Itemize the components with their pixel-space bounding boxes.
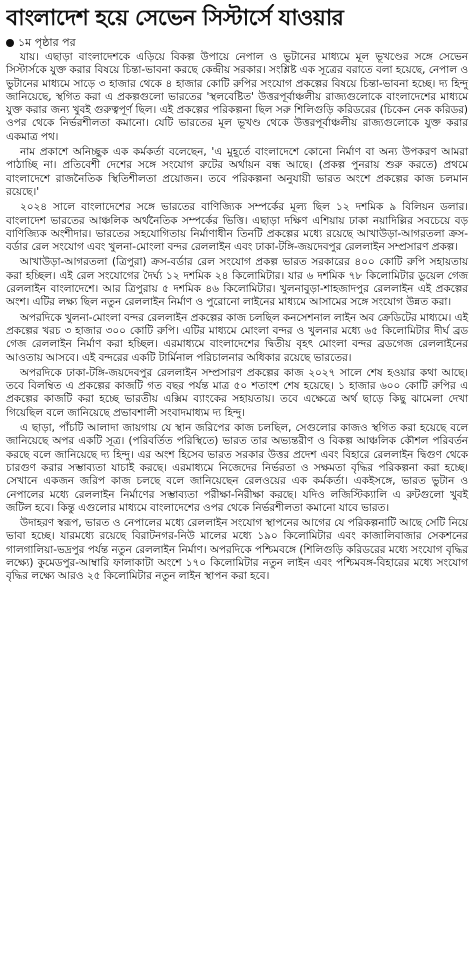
continuation-label — [6, 36, 468, 50]
bullet-icon — [6, 39, 14, 47]
paragraph-3: ২০২৪ সালে বাংলাদেশের সঙ্গে ভারতের বাণিজ্যিক সম্পর্কের মূল্য ছিল ১২ দশমিক ৯ বিলিয়ন ডলার। বাংলাদেশ ভারতের আঞ্চলিক অর্থনৈতিক সম্পর্কের ভিত্তি। এছাড়া দক্ষিণ এশিয়ায় ঢাকা নয়াদিল্লির সবচেয়ে বড় বাণিজ্যিক অংশীদার। ভারতের সহযোগিতায় নির্মাণাধীন তিনটি প্রকল্পের মধ্যে রয়েছে আখাউড়া-আগরতলা ক্রস-বর্ডার রেল সংযোগ এবং খুলনা-মোংলা বন্দর রেললাইন এবং ঢাকা-টঙ্গি-জয়দেবপুর রেললাইন সম্প্রসারণ প্রকল্প। — [6, 201, 468, 254]
paragraph-7: এ ছাড়া, পাঁচটি আলাদা জায়গায় যে স্থান জরিপের কাজ চলছিল, সেগুলোর কাজও স্থগিত করা হয়েছে বলে জানিয়েছে অপর একটি সূত্র। (পরিবর্তিত পরিস্থিতে) ভারত তার অভ্যন্তরীণ ও বিকল্প আঞ্চলিক কৌশল পরিবর্তন করছে বলে জানিয়েছে দ্য হিন্দু। এর অংশ হিসেব ভারত সরকার উত্তর প্রদেশ এবং বিহারে রেললাইন দ্বিগুণ থেকে চারগুণ করার সম্ভাব্যতা যাচাই করছে। এরমাধ্যমে নিজেদের নির্ভরতা ও সক্ষমতা বৃদ্ধির পরিকল্পনা করা হচ্ছে। সেখানে একজন জরিপ কাজ চলছে বলে জানিয়েছেন রেলওয়ের এক কর্মকর্তা। একইসঙ্গে, ভারত ভুটান ও নেপালের মধ্যে রেললাইন নির্মাণের সম্ভাব্যতা পরীক্ষা-নিরীক্ষা করছে। যদিও লজিস্টিক্যালি এ রুটগুলো খুবই জটিল হবে। কিন্তু এগুলোর মাধ্যমে বাংলাদেশের ওপর থেকে নির্ভরশীলতা কমানো যাবে ভারত। — [6, 422, 468, 514]
paragraph-1: যায়। এছাড়া বাংলাদেশকে এড়িয়ে বিকল্প উপায়ে নেপাল ও ভুটানের মাধ্যমে মূল ভূখণ্ডের সঙ্গে সেভেন সিস্টার্সকে যুক্ত করার বিষয়ে চিন্তা-ভাবনা করছে কেন্দ্রীয় সরকার। সংশ্লিষ্ট এক সূত্রের বরাতে বলা হয়েছে, নেপাল ও ভুটানের মাধ্যমে সাড়ে ৩ হাজার থেকে ৪ হাজার কোটি রুপির সংযোগ প্রকল্পের বিষয়ে চিন্তা-ভাবনা হচ্ছে। দ্য হিন্দু জানিয়েছে, স্থগিত করা এ প্রকল্পগুলো ভারতের 'স্থলবেষ্টিত' উত্তরপূর্বাঞ্চলীয় রাজ্যগুলোকে বাংলাদেশের মাধ্যমে যুক্ত করার জন্য খুবই গুরুত্বপূর্ণ ছিল। এই প্রকল্পের পরিকল্পনা ছিল সরু শিলিগুড়ি করিডরের (চিকেন নেক করিডর) ওপর থেকে নির্ভরশীলতা কমানো। যেটি ভারতের মূল ভূখণ্ড থেকে উত্তরপূর্বাঞ্চলীয় রাজ্যগুলোকে যুক্ত করার একমাত্র পথ। — [6, 51, 468, 143]
headline: বাংলাদেশ হয়ে সেভেন সিস্টার্সে যাওয়ার — [6, 6, 344, 31]
paragraph-8: উদাহরণ স্বরূপ, ভারত ও নেপালের মধ্যে রেললাইন সংযোগ স্থাপনের আগের যে পরিকল্পনাটি আছে সেটি নিয়ে ভাবা হচ্ছে। যারমধ্যে রয়েছে বিরাটনগর-নিউ মালের মধ্যে ১৯০ কিলোমিটার এবং কাজালিবাজার সেকশনের গালগালিয়া-ভদ্রপুর পর্যন্ত নতুন রেললাইন নির্মাণ। অপরদিকে পশ্চিমবঙ্গে (শিলিগুড়ি করিডরের মধ্যে সংযোগ বৃদ্ধির লক্ষ্যে) কুমেডপুর-আম্বারি ফালাকাটা অংশে ১৭০ কিলোমিটার নতুন লাইন এবং পশ্চিমবঙ্গ-বিহারের মধ্যে সংযোগ বৃদ্ধির লক্ষ্যে আরও ২৫ কিলোমিটার নতুন লাইন স্থাপন করা হবে। — [6, 517, 468, 583]
paragraph-2: নাম প্রকাশে অনিচ্ছুক এক কর্মকর্তা বলেছেন, 'এ মুহূর্তে বাংলাদেশে কোনো নির্মাণ বা অন্য উপকরণ আমরা পাঠাচ্ছি না। প্রতিবেশী দেশের সঙ্গে সংযোগ রুটের অর্থায়ন বন্ধ আছে। (প্রকল্প পুনরায় শুরু করতে) প্রথমে বাংলাদেশে রাজনৈতিক স্থিতিশীলতা প্রয়োজন। তবে পরিকল্পনা অনুযায়ী ভারত অংশে প্রকল্পের কাজ চলমান রয়েছে।' — [6, 146, 468, 198]
article-body — [6, 51, 468, 584]
paragraph-5: অপরদিকে খুলনা-মোংলা বন্দর রেললাইন প্রকল্পের কাজ চলছিল কনসেশনাল লাইন অব ক্রেডিটের মাধ্যমে। এই প্রকল্পের খরচ ৩ হাজার ৩০০ কোটি রুপি। এটির মাধ্যমে মোংলা বন্দর ও খুলনার মধ্যে ৬৫ কিলোমিটার দীর্ঘ ব্রড গেজ রেললাইন নির্মাণ করা হচ্ছিল। এরমাধ্যমে বাংলাদেশের দ্বিতীয় বৃহৎ মোংলা বন্দর ব্রডগেজ রেললাইনের আওতায় আসবে। এই বন্দরের একটি টার্মিনাল পরিচালনার অধিকার রয়েছে ভারতের। — [6, 311, 468, 364]
paragraph-6: অপরদিকে ঢাকা-টঙ্গি-জয়দেবপুর রেললাইন সম্প্রসারণ প্রকল্পের কাজ ২০২৭ সালে শেষ হওয়ার কথা আছে। তবে বিলম্বিত এ প্রকল্পের কাজটি গত বছর পর্যন্ত মাত্র ৫০ শতাংশ শেষ হয়েছে। ১ হাজার ৬০০ কোটি রুপির এ প্রকল্পের কাজটি করা হচ্ছে ভারতীয় এক্সিম ব্যাংকের সহায়তায়। তবে এক্ষেত্রে অর্থ ছাড়ে কিছু ঝামেলা দেখা গিয়েছিল বলে জানিয়েছে প্রভাবশালী সংবাদমাধ্যম দ্য হিন্দু। — [6, 366, 468, 419]
paragraph-4: আখাউড়া-আগরতলা (ত্রিপুরা) ক্রস-বর্ডার রেল সংযোগ প্রকল্প ভারত সরকারের ৪০০ কোটি রুপি সহায়তায় করা হচ্ছিল। এই রেল সংযোগের দৈর্ঘ্য ১২ দশমিক ২৪ কিলোমিটার। যার ৬ দশমিক ৭৮ কিলোমিটার ডুয়েল গেজ রেললাইন বাংলাদেশে। আর ত্রিপুরায় ৫ দশমিক ৪৬ কিলোমিটার। খুলনাবুড়া-শাহজাদপুর রেললাইন এই প্রকল্পের অংশ। এটির লক্ষ্য ছিল নতুন রেললাইন নির্মাণ ও পুরোনো লাইনের মাধ্যমে আসামের সঙ্গে সংযোগ উন্নত করা। — [6, 256, 468, 309]
jump-text: ১ম পৃষ্ঠার পর — [18, 36, 76, 49]
